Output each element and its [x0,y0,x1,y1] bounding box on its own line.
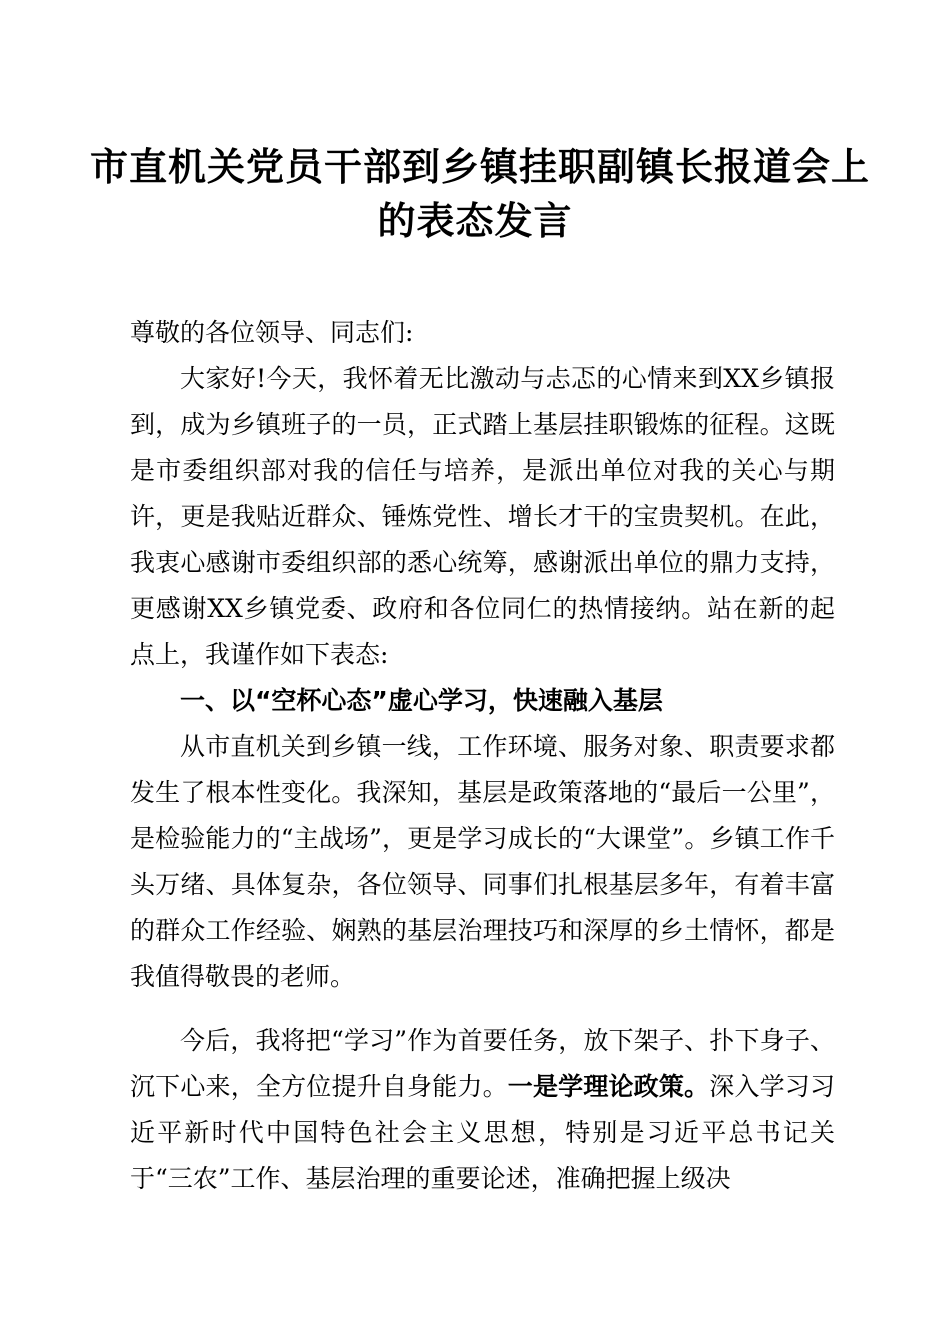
para2-bold-phrase: 一是学理论政策。 [507,1072,710,1101]
para2-text-after: 深入学习习近平新时代中国特色社会主义思想，特别是习近平总书记关于“三农”工作、基层治理的重要论述，准确把握上级决 [130,1072,835,1193]
title-line-2: 的表态发言 [377,198,573,243]
section-heading-1: 一、以“空杯心态”虚心学习，快速融入基层 [180,686,663,715]
para2-text-before: 今后，我将把“学习”作为首要任务，放下架子、扑下身子、沉下心来，全方位提升自身能力。 [130,1026,835,1101]
title-line-1: 市直机关党员干部到乡镇挂职副镇长报道会上 [90,144,871,189]
paragraph-gap [130,1000,835,1018]
section1-paragraph-2 [130,1018,835,1202]
document-title [90,140,871,248]
document-body [130,310,835,1202]
salutation: 尊敬的各位领导、同志们: [130,318,414,347]
section1-paragraph-1: 从市直机关到乡镇一线，工作环境、服务对象、职责要求都发生了根本性变化。我深知，基层是政策落地的“最后一公里”，是检验能力的“主战场”，更是学习成长的“大课堂”。乡镇工作千头万绪、具体复杂，各位领导、同事们扎根基层多年，有着丰富的群众工作经验、娴熟的基层治理技巧和深厚的乡土情怀，都是我值得敬畏的老师。 [130,732,835,991]
intro-paragraph: 大家好!今天，我怀着无比激动与忐忑的心情来到XX乡镇报到，成为乡镇班子的一员，正式踏上基层挂职锻炼的征程。这既是市委组织部对我的信任与培养，是派出单位对我的关心与期许，更是我贴近群众、锤炼党性、增长才干的宝贵契机。在此，我衷心感谢市委组织部的悉心统筹，感谢派出单位的鼎力支持，更感谢XX乡镇党委、政府和各位同仁的热情接纳。站在新的起点上，我谨作如下表态: [130,364,835,669]
